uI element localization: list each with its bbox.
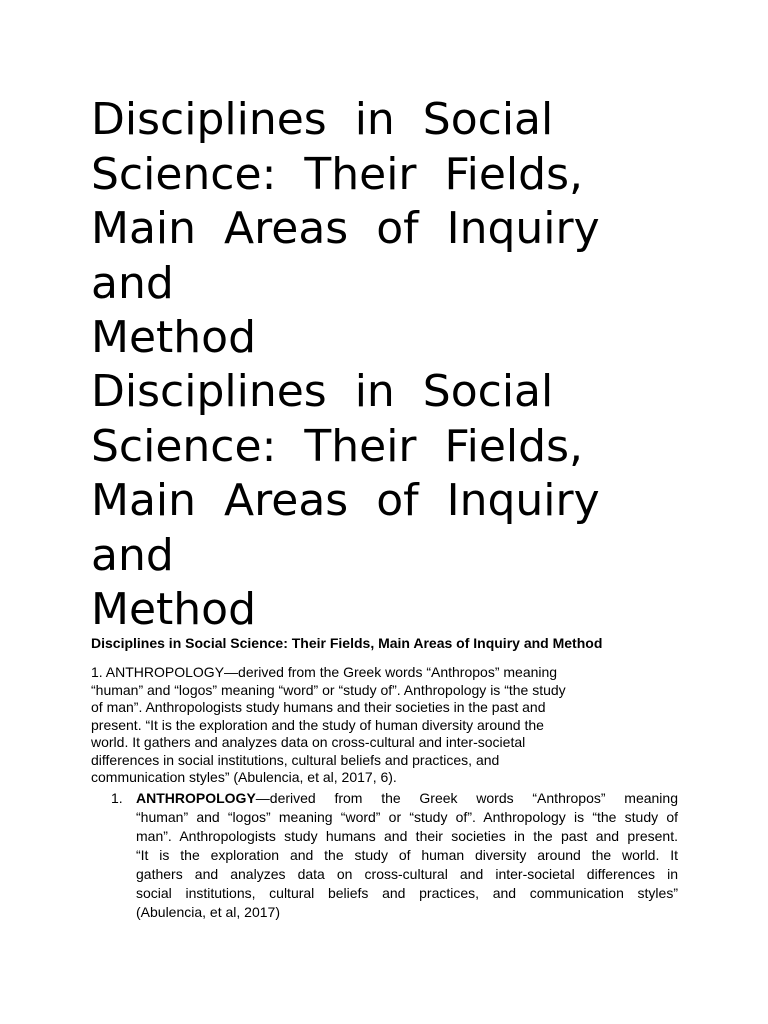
title-line: Science: Their Fields, (91, 148, 583, 200)
anthropology-paragraph (91, 664, 566, 787)
document-title-block-repeat (91, 365, 631, 638)
title-line: Disciplines in Social (91, 366, 554, 417)
paragraph-line: “human” and “logos” meaning “word” or “study of”. Anthropology is “the study (91, 681, 566, 698)
list-number: 1. (111, 790, 123, 806)
document-title-block (91, 93, 631, 366)
title-line: Method (91, 584, 257, 635)
list-item-line (136, 789, 678, 808)
list-item-line: (Abulencia, et al, 2017) (136, 904, 280, 920)
title-line: Method (91, 312, 257, 363)
list-item-body (136, 789, 678, 922)
title-line: Main Areas of Inquiry (91, 475, 600, 526)
section-heading: Disciplines in Social Science: Their Fields, Main Areas of Inquiry and Method (91, 635, 603, 651)
paragraph-line: communication styles” (Abulencia, et al, 2017, 6). (91, 769, 397, 785)
list-item-line: social institutions, cultural beliefs and practices, and communication styles” (136, 885, 678, 901)
title-line: and (91, 529, 174, 581)
paragraph-line: 1. ANTHROPOLOGY—derived from the Greek words “Anthropos” meaning (91, 664, 558, 680)
term-definition-start: —derived from the Greek words “Anthropos” meaning (255, 790, 678, 806)
list-item-line: “human” and “logos” meaning “word” or “study of”. Anthropology is “the study of (136, 809, 678, 825)
list-item-line: man”. Anthropologists study humans and their societies in the past and present. (136, 828, 678, 844)
title-line: Disciplines in Social (91, 94, 554, 145)
paragraph-line: world. It gathers and analyzes data on cross-cultural and inter-societal (91, 734, 526, 750)
title-line: and (91, 257, 174, 309)
paragraph-line: present. “It is the exploration and the study of human diversity around the (91, 716, 544, 733)
term-bold: ANTHROPOLOGY (136, 790, 256, 806)
paragraph-line: differences in social institutions, cultural beliefs and practices, and (91, 751, 500, 768)
paragraph-line: of man”. Anthropologists study humans and their societies in the past and (91, 699, 546, 715)
title-line: Main Areas of Inquiry (91, 203, 600, 254)
list-item-line: “It is the exploration and the study of human diversity around the world. It (136, 847, 678, 863)
list-item-line: gathers and analyzes data on cross-cultural and inter-societal differences in (136, 866, 678, 882)
title-line: Science: Their Fields, (91, 420, 583, 472)
